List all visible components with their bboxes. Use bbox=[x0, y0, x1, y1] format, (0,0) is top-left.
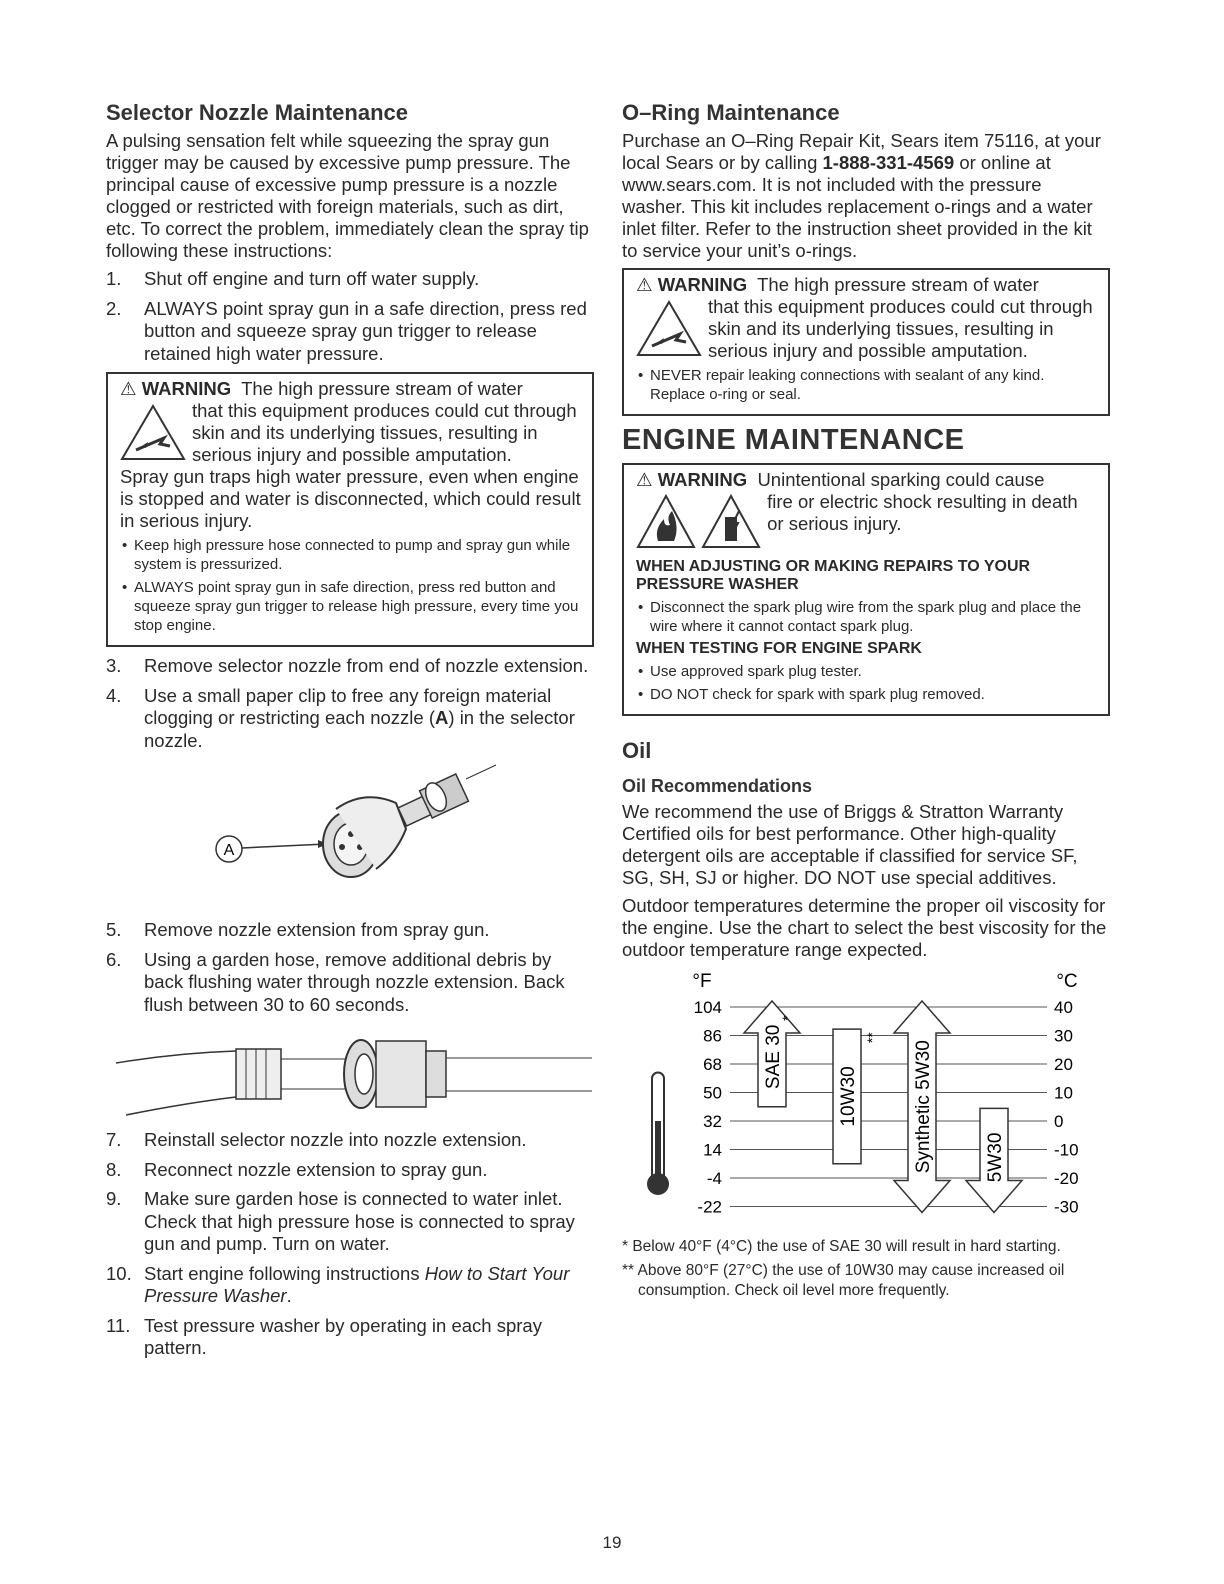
f-unit-label: °F bbox=[692, 971, 712, 992]
warning-lead: Unintentional sparking could cause bbox=[757, 469, 1045, 490]
footnote: * Below 40°F (4°C) the use of SAE 30 will result in hard starting. bbox=[622, 1238, 1061, 1255]
c-tick-label: 20 bbox=[1054, 1055, 1073, 1074]
step-text: . bbox=[286, 1285, 292, 1306]
oil-recommendations-heading: Oil Recommendations bbox=[622, 776, 813, 796]
f-tick-label: -4 bbox=[706, 1169, 722, 1188]
thermometer-bulb bbox=[647, 1173, 669, 1195]
phone-number: 1-888-331-4569 bbox=[822, 152, 955, 173]
f-tick-label: 14 bbox=[703, 1140, 722, 1160]
footnote-mark: * bbox=[779, 1015, 795, 1021]
step-number: 4. bbox=[106, 684, 122, 706]
warning-title bbox=[120, 378, 582, 400]
warning-subheading: WHEN TESTING FOR ENGINE SPARK bbox=[636, 640, 922, 657]
viscosity-label: 10W30 bbox=[838, 1066, 859, 1127]
step-number: 5. bbox=[106, 919, 122, 940]
list-item bbox=[106, 1129, 594, 1152]
viscosity-label: Synthetic 5W30 bbox=[913, 1040, 934, 1174]
list-item bbox=[106, 655, 594, 678]
list-item: • NEVER repair leaking connections with sealant of any kind. Replace o-ring or seal. bbox=[636, 366, 1098, 404]
step-text: Use a small paper clip to free any foreign material clogging or restricting each nozzle ( bbox=[144, 684, 552, 728]
list-item: • Keep high pressure hose connected to pump and spray gun while system is pressurized. bbox=[120, 536, 582, 574]
c-tick-label: 30 bbox=[1054, 1026, 1073, 1046]
selector-intro: A pulsing sensation felt while squeezing the spray gun trigger may be caused by excessive pump pressure. The principal cause of excessive pump pressure is a nozzle clogged or restricted with foreign materials, such as dirt, etc. To correct the problem, immediately clean the spray tip following these instructions: bbox=[106, 130, 589, 261]
viscosity-label: SAE 30 bbox=[763, 1024, 784, 1090]
step-number: 7. bbox=[106, 1129, 122, 1150]
steps-list-d bbox=[106, 1129, 594, 1360]
alert-icon: ⚠ bbox=[636, 274, 653, 295]
f-tick-label: 32 bbox=[703, 1112, 722, 1131]
list-item bbox=[106, 919, 594, 942]
warning-body: fire or electric shock resulting in death or serious injury. bbox=[767, 491, 1078, 534]
list-item bbox=[106, 298, 594, 366]
warning-label: WARNING bbox=[657, 469, 748, 490]
warning-bullets bbox=[636, 366, 1098, 404]
alert-icon: ⚠ bbox=[120, 378, 137, 399]
list-item: • DO NOT check for spark with spark plug removed. bbox=[636, 685, 1098, 704]
list-item bbox=[106, 268, 594, 291]
c-tick-label: 10 bbox=[1054, 1083, 1073, 1103]
warning-bullets bbox=[120, 536, 582, 635]
step-number: 8. bbox=[106, 1158, 122, 1180]
footnote-mark: ** bbox=[864, 1032, 880, 1044]
step-text: Make sure garden hose is connected to water inlet. Check that high pressure hose is connected to spray gun and pump. Turn on water. bbox=[144, 1188, 575, 1254]
alert-icon: ⚠ bbox=[636, 469, 653, 490]
warning-lead: The high pressure stream of water bbox=[241, 378, 523, 399]
cut-hazard-icon bbox=[636, 298, 702, 358]
nozzle-ref: A bbox=[435, 707, 449, 728]
c-tick-label: -30 bbox=[1054, 1197, 1079, 1217]
step-text: Reinstall selector nozzle into nozzle extension. bbox=[144, 1129, 527, 1150]
oring-text bbox=[622, 130, 1110, 262]
c-unit-label: °C bbox=[1056, 971, 1078, 992]
list-item bbox=[106, 1263, 594, 1308]
f-tick-label: 86 bbox=[703, 1026, 722, 1046]
warning-extra: Spray gun traps high water pressure, even when engine is stopped and water is disconnected, which could result in serious injury. bbox=[120, 466, 581, 531]
warning-lead: The high pressure stream of water bbox=[757, 274, 1039, 295]
step-number: 1. bbox=[106, 268, 122, 289]
f-tick-label: 104 bbox=[693, 998, 722, 1017]
steps-list-a bbox=[106, 268, 594, 365]
oring-text-part: or online at www.sears.com. It is not included with the pressure washer. This kit includes replacement o-rings and a water inlet filter. Refer to the instruction sheet provided in the kit to service your unit’s o-rings. bbox=[622, 152, 1093, 261]
step-number: 10. bbox=[106, 1262, 132, 1284]
step-text: Reconnect nozzle extension to spray gun. bbox=[144, 1158, 488, 1180]
step-text: ) in the selector nozzle. bbox=[144, 707, 575, 751]
warning-box-spray-gun bbox=[106, 372, 594, 647]
warning-box-engine bbox=[622, 463, 1110, 716]
step-text: Remove selector nozzle from end of nozzle extension. bbox=[144, 655, 589, 676]
oil-heading: Oil bbox=[622, 738, 652, 763]
warning-bullets bbox=[636, 662, 1098, 704]
electric-shock-icon bbox=[701, 493, 761, 549]
oil-viscosity-chart bbox=[622, 967, 1110, 1237]
step-text: Remove nozzle extension from spray gun. bbox=[144, 919, 490, 940]
warning-box-oring bbox=[622, 268, 1110, 416]
step-number: 3. bbox=[106, 655, 122, 676]
list-item bbox=[106, 1159, 594, 1182]
footnote: ** Above 80°F (27°C) the use of 10W30 may cause increased oil consumption. Check oil level more frequently. bbox=[622, 1262, 1065, 1299]
step-number: 6. bbox=[106, 948, 122, 970]
oring-heading: O–Ring Maintenance bbox=[622, 100, 840, 125]
list-item bbox=[106, 949, 594, 1017]
step-text: Start engine following instructions bbox=[144, 1262, 425, 1284]
engine-maintenance-heading: ENGINE MAINTENANCE bbox=[622, 424, 965, 456]
left-column bbox=[106, 100, 594, 1367]
garden-hose-illustration bbox=[106, 1023, 594, 1129]
list-item: • Disconnect the spark plug wire from the spark plug and place the wire where it cannot contact spark plug. bbox=[636, 598, 1098, 636]
section-reference: How to Start Your Pressure Washer bbox=[144, 1262, 570, 1306]
f-tick-label: 50 bbox=[703, 1083, 722, 1103]
page-number: 19 bbox=[602, 1533, 622, 1552]
list-item: • ALWAYS point spray gun in safe direction, press red button and squeeze spray gun trigger to release high pressure, every time you stop engine. bbox=[120, 578, 582, 635]
oil-paragraph: We recommend the use of Briggs & Stratton Warranty Certified oils for best performance. Other high-quality detergent oils are acceptable if classified for service SF, SG, SH, SJ or higher. DO NOT use special additives. bbox=[622, 801, 1078, 888]
selector-nozzle-heading: Selector Nozzle Maintenance bbox=[106, 100, 408, 125]
step-text: Using a garden hose, remove additional debris by back flushing water through nozzle extension. Back flush between 30 to 60 seconds. bbox=[144, 948, 565, 1015]
cut-hazard-icon bbox=[120, 402, 186, 462]
right-column bbox=[622, 100, 1110, 1305]
warning-label: WARNING bbox=[141, 378, 232, 399]
c-tick-label: -20 bbox=[1054, 1169, 1079, 1188]
c-tick-label: 0 bbox=[1054, 1112, 1064, 1131]
warning-bullets bbox=[636, 598, 1098, 636]
warning-body: that this equipment produces could cut through skin and its underlying tissues, resulting in serious injury and possible amputation. bbox=[192, 400, 577, 465]
list-item bbox=[106, 1188, 594, 1256]
step-text: ALWAYS point spray gun in a safe direction, press red button and squeeze spray gun trigger to release retained high water pressure. bbox=[144, 297, 587, 364]
warning-body: that this equipment produces could cut through skin and its underlying tissues, resulting in serious injury and possible amputation. bbox=[708, 296, 1093, 361]
oil-paragraph: Outdoor temperatures determine the proper oil viscosity for the engine. Use the chart to select the best viscosity for the outdoor temperature range expected. bbox=[622, 895, 1107, 960]
step-number: 11. bbox=[106, 1314, 131, 1336]
step-text: Test pressure washer by operating in each spray pattern. bbox=[144, 1314, 542, 1358]
list-item bbox=[106, 685, 594, 753]
step-text: Shut off engine and turn off water supply. bbox=[144, 268, 480, 289]
viscosity-label: 5W30 bbox=[985, 1132, 1006, 1183]
callout-a: A bbox=[223, 842, 235, 859]
warning-subheading: WHEN ADJUSTING OR MAKING REPAIRS TO YOUR PRESSURE WASHER bbox=[636, 558, 1031, 593]
list-item bbox=[106, 1315, 594, 1360]
step-number: 2. bbox=[106, 297, 122, 319]
oring-text-part: Purchase an O–Ring Repair Kit, Sears item 75116, at your local Sears or by calling bbox=[622, 130, 1101, 173]
selector-nozzle-illustration bbox=[106, 759, 594, 919]
f-tick-label: 68 bbox=[703, 1055, 722, 1074]
list-item: • Use approved spark plug tester. bbox=[636, 662, 1098, 681]
c-tick-label: 40 bbox=[1054, 998, 1073, 1017]
fire-hazard-icon bbox=[636, 493, 696, 549]
f-tick-label: -22 bbox=[697, 1197, 722, 1217]
c-tick-label: -10 bbox=[1054, 1140, 1079, 1160]
steps-list-b bbox=[106, 655, 594, 752]
warning-label: WARNING bbox=[657, 274, 748, 295]
steps-list-c bbox=[106, 919, 594, 1016]
step-number: 9. bbox=[106, 1188, 122, 1209]
